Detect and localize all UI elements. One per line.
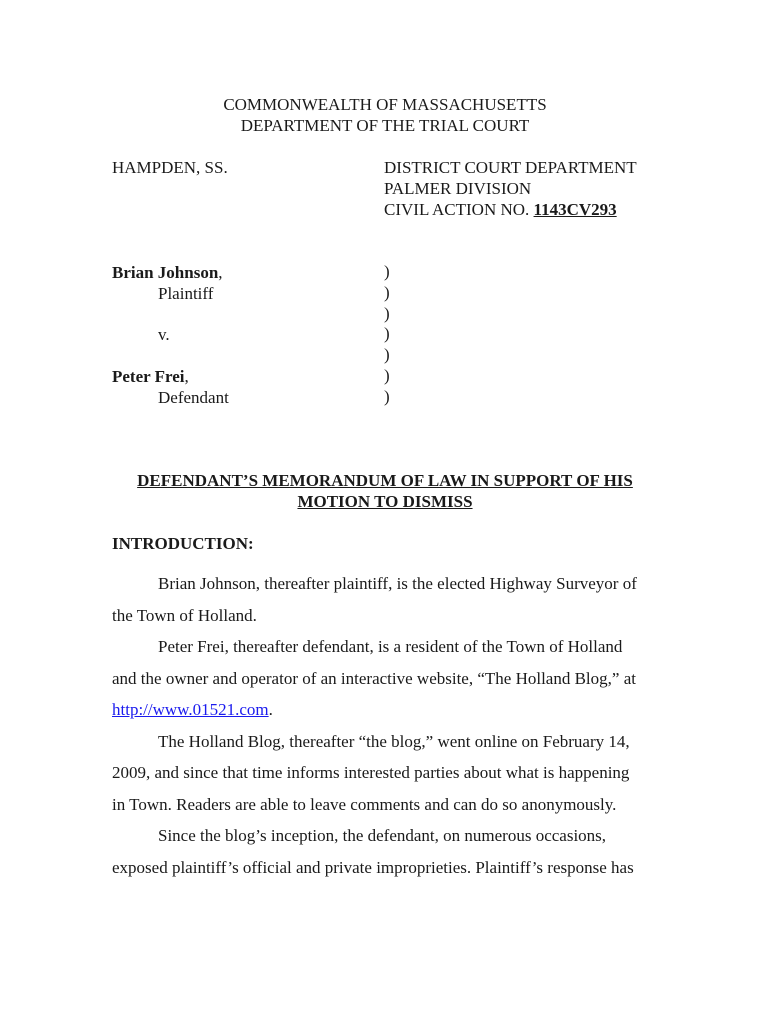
plaintiff-role: Plaintiff [158, 284, 214, 303]
body-line: in Town. Readers are able to leave comments and can do so anonymously. [112, 794, 617, 814]
header-line-commonwealth: COMMONWEALTH OF MASSACHUSETTS [223, 95, 547, 114]
introduction-body [112, 568, 662, 883]
title-line-1: DEFENDANT’S MEMORANDUM OF LAW IN SUPPORT OF HIS [137, 471, 633, 490]
caption-paren: ) [384, 365, 390, 385]
link-period: . [268, 700, 273, 719]
body-line: Since the blog’s inception, the defendant, on numerous occasions, [158, 826, 607, 845]
body-line: 2009, and since that time informs interested parties about what is happening [112, 763, 630, 782]
defendant-line [112, 366, 189, 387]
title-line-2: MOTION TO DISMISS [297, 492, 473, 511]
defendant-comma: , [184, 367, 189, 386]
caption-paren: ) [384, 386, 390, 406]
website-link[interactable]: http://www.01521.com [112, 700, 269, 719]
body-line-link [112, 694, 662, 726]
caption-paren: ) [384, 282, 390, 302]
body-line: the Town of Holland. [112, 605, 257, 625]
plaintiff-comma: , [218, 263, 223, 282]
body-line: Brian Johnson, thereafter plaintiff, is the elected Highway Surveyor of [158, 574, 637, 593]
versus: v. [158, 325, 170, 344]
plaintiff-line [112, 262, 223, 283]
court-header [0, 94, 770, 136]
caption-paren: ) [384, 262, 390, 281]
memorandum-title [0, 470, 770, 512]
caption-parentheses [384, 262, 390, 408]
introduction-heading: INTRODUCTION: [112, 534, 254, 553]
body-line: exposed plaintiff’s official and private improprieties. Plaintiff’s response has [112, 857, 634, 877]
civil-action-prefix: CIVIL ACTION NO. [384, 200, 530, 219]
caption-paren: ) [384, 345, 390, 365]
court-department: DISTRICT COURT DEPARTMENT [384, 158, 637, 177]
caption-paren: ) [384, 303, 390, 323]
body-line: The Holland Blog, thereafter “the blog,” went online on February 14, [158, 731, 630, 751]
header-line-department: DEPARTMENT OF THE TRIAL COURT [240, 116, 530, 135]
defendant-name: Peter Frei [112, 367, 185, 386]
body-line: Peter Frei, thereafter defendant, is a resident of the Town of Holland [158, 637, 623, 656]
plaintiff-name: Brian Johnson [112, 263, 219, 282]
county: HAMPDEN, SS. [112, 158, 228, 177]
body-line: and the owner and operator of an interactive website, “The Holland Blog,” at [112, 668, 636, 688]
civil-action [384, 199, 617, 220]
court-division: PALMER DIVISION [384, 179, 532, 198]
civil-action-number: 1143CV293 [533, 200, 617, 219]
caption-paren: ) [384, 324, 390, 344]
defendant-role: Defendant [158, 388, 229, 407]
